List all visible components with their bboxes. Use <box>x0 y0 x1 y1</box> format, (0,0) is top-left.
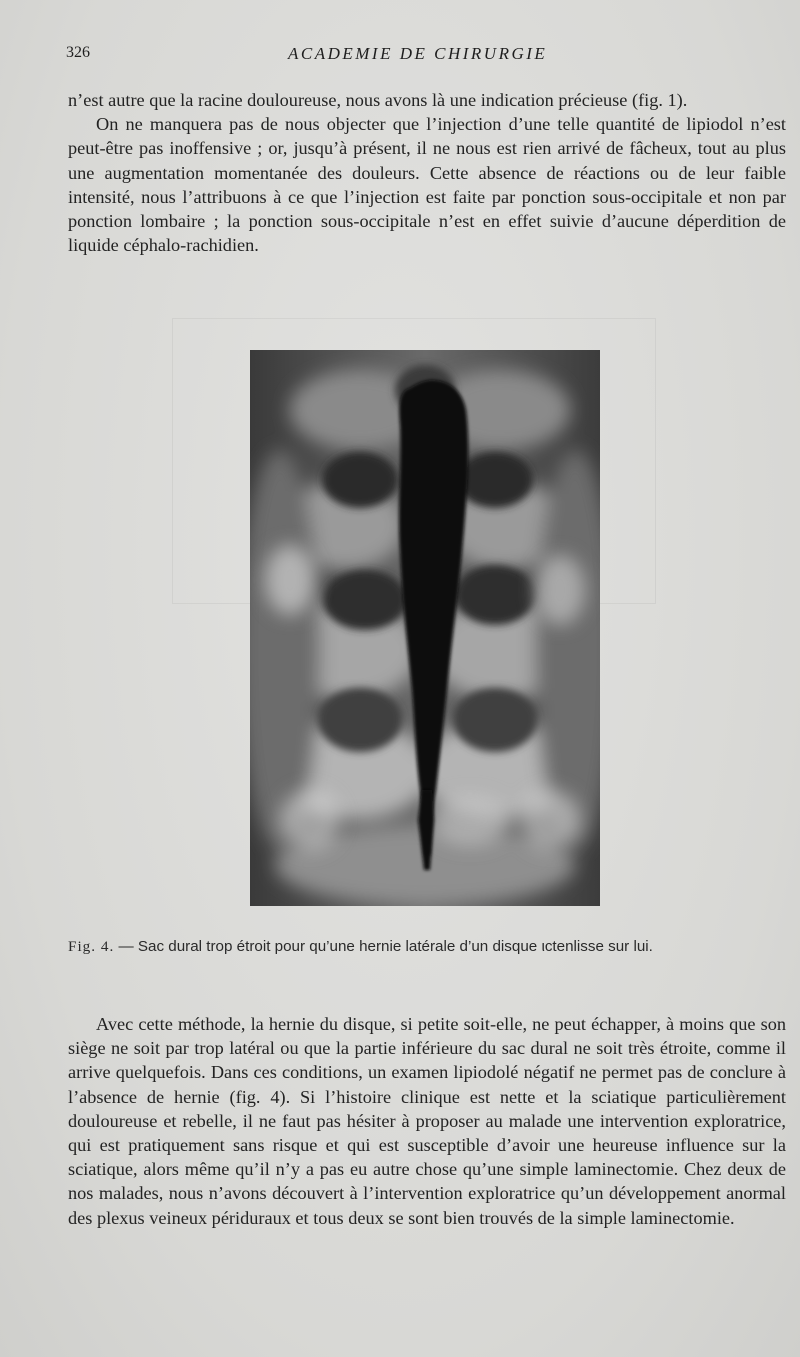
paragraph: Avec cette méthode, la hernie du disque, si petite soit-elle, ne peut échapper, à moins que son siège ne soit par trop latéral ou que la partie inférieure du sac dural ne soit très étroite, comme il arrive quelquefois. Dans ces conditions, un examen lipiodolé négatif ne permet pas de conclure à l’absence de hernie (fig. 4). Si l’histoire clinique est nette et la sciatique particulièrement douloureuse et rebelle, il ne faut pas hésiter à proposer au malade une intervention exploratrice, qui est pratiquement sans risque et qui est susceptible d’avoir une heureuse influence sur la sciatique, alors même qu’il n’y a pas eu autre chose qu’une simple laminectomie. Chez deux de nos malades, nous n’avons découvert à l’intervention exploratrice qu’un développement anormal des plexus veineux périduraux et tous deux se sont bien trouvés de la simple laminectomie. <box>68 1014 786 1228</box>
paragraph: n’est autre que la racine douloureuse, nous avons là une indication précieuse (fig. 1). <box>68 90 688 110</box>
body-text-top <box>68 88 786 257</box>
figure-xray <box>250 350 600 906</box>
page-number: 326 <box>66 44 90 61</box>
figure-caption <box>68 938 788 956</box>
figure-label: Fig. 4. <box>68 938 115 955</box>
paragraph: On ne manquera pas de nous objecter que l’injection d’une telle quantité de lipiodol n’est peut-être pas inoffensive ; or, jusqu’à présent, il ne nous est rien arrivé de fâcheux, tout au plus une augmentation momentanée des douleurs. Cette absence de réactions ou de leur faible intensité, nous l’attribuons à ce que l’injection est faite par ponction sous-occipitale et non par ponction lombaire ; la ponction sous-occipitale n’est en effet suivie d’aucune déperdition de liquide céphalo-rachidien. <box>68 114 786 256</box>
body-text-bottom <box>68 1012 786 1230</box>
running-head <box>66 44 786 68</box>
xray-image <box>250 350 600 906</box>
journal-title: ACADEMIE DE CHIRURGIE <box>288 44 548 63</box>
figure-caption-text: — Sac dural trop étroit pour qu’une hernie latérale d’un disque ιctenlisse sur lui. <box>114 938 653 955</box>
